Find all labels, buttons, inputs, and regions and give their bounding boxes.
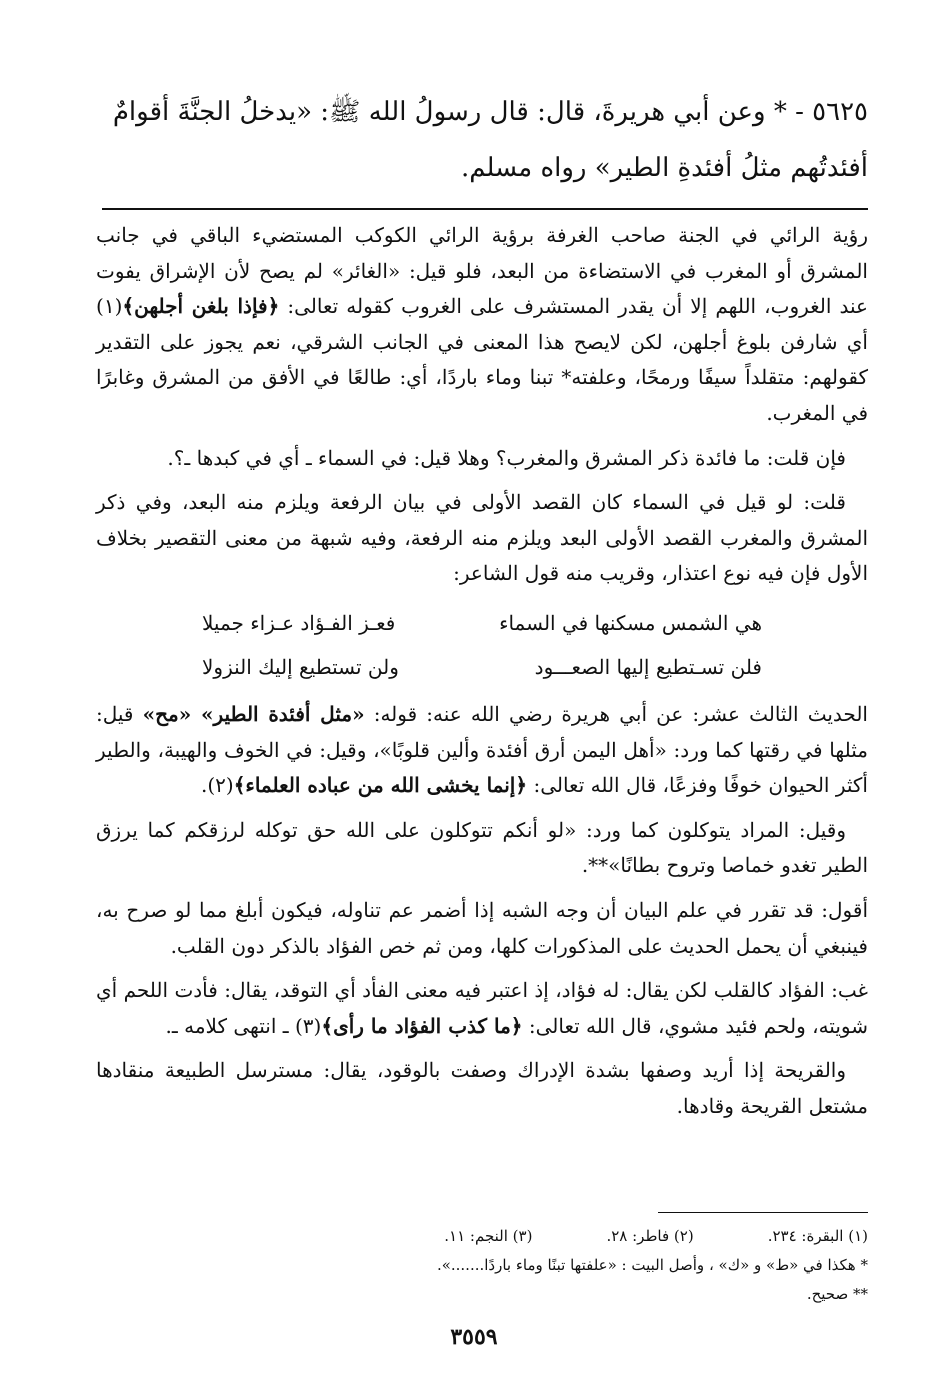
paragraph-text: الحديث الثالث عشر: عن أبي هريرة رضي الله عنه: قوله: [364,701,868,726]
footnote-star: * هكذا في «ط» و «ك» ، وأصل البيت : «علفتها تبنًا وماء باردًا.......». [436,1256,868,1274]
commentary-paragraph-1 [96,218,868,432]
commentary-paragraph-8: والقريحة إذا أريد وصفها بشدة الإدراك وصفت بالوقود، يقال: مسترسل الطبيعة منقادها مشتعل القريحة وقادها. [96,1058,868,1118]
hadith-line-2: أفئدتُهم مثلُ أفئدةِ الطير» رواه مسلم. [460,153,868,183]
hadith-line-1: ٥٦٢٥ - * وعن أبي هريرةَ، قال: قال رسولُ الله ﷺ: «يدخلُ الجنَّةَ أقوامٌ [112,97,868,127]
footnote-1: (١) البقرة: ٢٣٤. [767,1227,868,1245]
footnote-ref: (٢) [207,773,234,798]
commentary-paragraph-7 [96,973,868,1044]
paragraph-text: غب: الفؤاد كالقلب لكن يقال: له فؤاد، إذ اعتبر فيه معنى الفأد أي التوقد، يقال: فأدت اللحم أي شويته، ولحم فئيد مشوي، قال الله تعالى: [96,978,868,1038]
verse-line [202,645,762,689]
commentary-paragraph-2: فإن قلت: ما فائدة ذكر المشرق والمغرب؟ وهلا قيل: في السماء ـ أي في كبدها ـ؟. [167,445,846,470]
separator-rule [102,208,868,210]
paragraph-text: . [200,773,208,798]
verse-hemistich-first: فلن تسـتطيع إليها الصعـــود [534,654,762,679]
footnote-double-star: ** صحيح. [806,1285,868,1303]
verse-hemistich-second: ولن تستطيع إليك النزولا [202,654,399,679]
paragraph-text: رؤية الرائي في الجنة صاحب الغرفة برؤية الرائي الكوكب المستضيء الباقي في جانب المشرق أو المغرب في الاستضاءة من البعد، فلو قيل: «الغائر» لم يصح لأن الإشراق يفوت عند الغروب، اللهم إلا أن يقدر المستشرف على الغروب كقوله تعالى: [96,223,868,319]
commentary-paragraph-5: وقيل: المراد يتوكلون كما ورد: «لو أنكم تتوكلون على الله حق توكله لرزقكم كما يرزق الطير تغدو خماصا وتروح بطانًا»**. [96,817,868,878]
paragraph-text: قيل: مثلها في رقتها كما ورد: «أهل اليمن أرق أفئدة وألين قلوبًا»، وقيل: في الخوف والهيبة، والطير أكثر الحيوان خوفًا وفزعًا، قال الله تعالى: [96,701,868,798]
footnote-3: (٣) النجم: ١١. [444,1227,533,1245]
footnotes [96,1222,868,1309]
paragraph-text: أي شارفن بلوغ أجلهن، لكن لايصح هذا المعنى في الجانب الشرقي، نعم يجوز على التقدير كقولهم: متقلداً سيفًا ورمحًا، وعلفته* تبنا وماء باردًا، أي: طالعًا في الأفق من المشرق وغابرًا في المغرب. [96,329,869,425]
commentary-paragraph-6: أقول: قد تقرر في علم البيان أن وجه الشبه إذا أضمر عم تناوله، فيكون أبلغ مما لو صرح به، فينبغي أن يحمل الحديث على المذكورات كلها، ومن ثم خص الفؤاد بالذكر دون القلب. [96,897,868,958]
commentary-paragraph-4 [96,697,868,804]
footnote-ref: (٣) [294,1013,322,1038]
verse-line [202,601,762,645]
quran-quote: ﴿فإذا بلغن أجلهن﴾ [122,294,280,319]
paragraph-text: ـ انتهى كلامه ـ. [165,1013,295,1038]
commentary-paragraph-3: قلت: لو قيل في السماء كان القصد الأولى في بيان الرفعة ويلزم منه البعد، وفي ذكر المشرق والمغرب القصد الأولى البعد ويلزم منه الرفعة، وفيه شبهة من معنى التقصير بخلاف الأول فإن فيه نوع اعتذار، وقريب منه قول الشاعر: [96,490,869,586]
footnote-references [96,1222,868,1251]
page-number: ٣٥٥٩ [450,1324,498,1350]
footnote-2: (٢) فاطر: ٢٨. [606,1227,694,1245]
verse-hemistich-first: هي الشمس مسكنها في السماء [499,610,762,635]
hadith-text [78,84,868,196]
footnote-separator [658,1212,868,1213]
quran-quote: ﴿إنما يخشى الله من عباده العلماء﴾ [233,773,528,798]
quran-quote: ﴿ما كذب الفؤاد ما رأى﴾ [321,1013,523,1038]
hadith-quote: «مثل أفئدة الطير» «مح» [142,701,365,726]
verse-hemistich-second: فعـز الفـؤاد عـزاء جميلا [202,610,396,635]
poetry-verse [202,601,762,689]
footnote-ref: (١) [96,294,123,319]
commentary [96,218,868,1133]
